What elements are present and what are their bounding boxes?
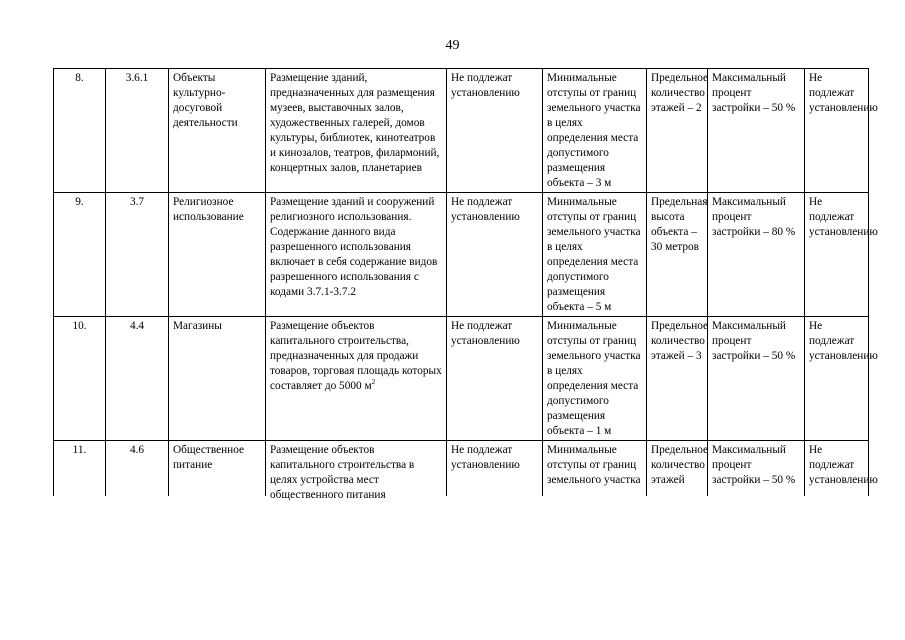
use-description: Размещение зданий и сооружений религиозного использования. Содержание данного вида разрешенного использования включает в себя содержание видов разрешенного использования с кодами 3.7.1-3.7.2 xyxy=(266,193,447,317)
other-limits: Не подлежат установлению xyxy=(805,193,869,317)
use-description-text: Размещение объектов капитального строительства, предназначенных для продажи товаров, торговая площадь которых составляет до 5000 м xyxy=(270,320,442,392)
table-row xyxy=(54,317,869,441)
use-name: Магазины xyxy=(169,317,266,441)
zoning-table xyxy=(53,68,878,501)
floors-limit: Предельное количество этажей – 3 xyxy=(647,317,708,441)
table-row xyxy=(54,193,869,317)
setbacks: Минимальные отступы от границ земельного участка в целях определения места допустимого размещения объекта – 1 м xyxy=(543,317,647,441)
page-number: 49 xyxy=(445,38,460,53)
use-code: 3.6.1 xyxy=(106,69,169,193)
use-description xyxy=(266,317,447,441)
floors-limit: Предельное количество этажей xyxy=(647,441,708,497)
floors-limit: Предельное количество этажей – 2 xyxy=(647,69,708,193)
use-name: Общественное питание xyxy=(169,441,266,497)
table-row xyxy=(54,441,869,497)
floors-limit: Предельная высота объекта – 30 метров xyxy=(647,193,708,317)
other-limits: Не подлежат установлению xyxy=(805,317,869,441)
row-number: 10. xyxy=(54,317,106,441)
setbacks: Минимальные отступы от границ земельного участка xyxy=(543,441,647,497)
use-code: 3.7 xyxy=(106,193,169,317)
row-number: 9. xyxy=(54,193,106,317)
setbacks: Минимальные отступы от границ земельного участка в целях определения места допустимого размещения объекта – 3 м xyxy=(543,69,647,193)
table-row xyxy=(54,69,869,193)
area-limits: Не подлежат установлению xyxy=(447,193,543,317)
row-number: 11. xyxy=(54,441,106,497)
use-code: 4.4 xyxy=(106,317,169,441)
use-name: Объекты культурно-досуговой деятельности xyxy=(169,69,266,193)
use-name: Религиозное использование xyxy=(169,193,266,317)
other-limits: Не подлежат установлению xyxy=(805,441,869,497)
coverage-limit: Максимальный процент застройки – 50 % xyxy=(708,317,805,441)
setbacks: Минимальные отступы от границ земельного участка в целях определения места допустимого размещения объекта – 5 м xyxy=(543,193,647,317)
superscript: 2 xyxy=(371,378,376,387)
area-limits: Не подлежат установлению xyxy=(447,69,543,193)
row-number: 8. xyxy=(54,69,106,193)
area-limits: Не подлежат установлению xyxy=(447,441,543,497)
use-description: Размещение зданий, предназначенных для размещения музеев, выставочных залов, художественных галерей, домов культуры, библиотек, кинотеатров и кинозалов, театров, филармоний, концертных залов, планетариев xyxy=(266,69,447,193)
coverage-limit: Максимальный процент застройки – 50 % xyxy=(708,69,805,193)
other-limits: Не подлежат установлению xyxy=(805,69,869,193)
coverage-limit: Максимальный процент застройки – 80 % xyxy=(708,193,805,317)
coverage-limit: Максимальный процент застройки – 50 % xyxy=(708,441,805,497)
area-limits: Не подлежат установлению xyxy=(447,317,543,441)
use-code: 4.6 xyxy=(106,441,169,497)
use-description: Размещение объектов капитального строительства в целях устройства мест общественного питания xyxy=(266,441,447,497)
